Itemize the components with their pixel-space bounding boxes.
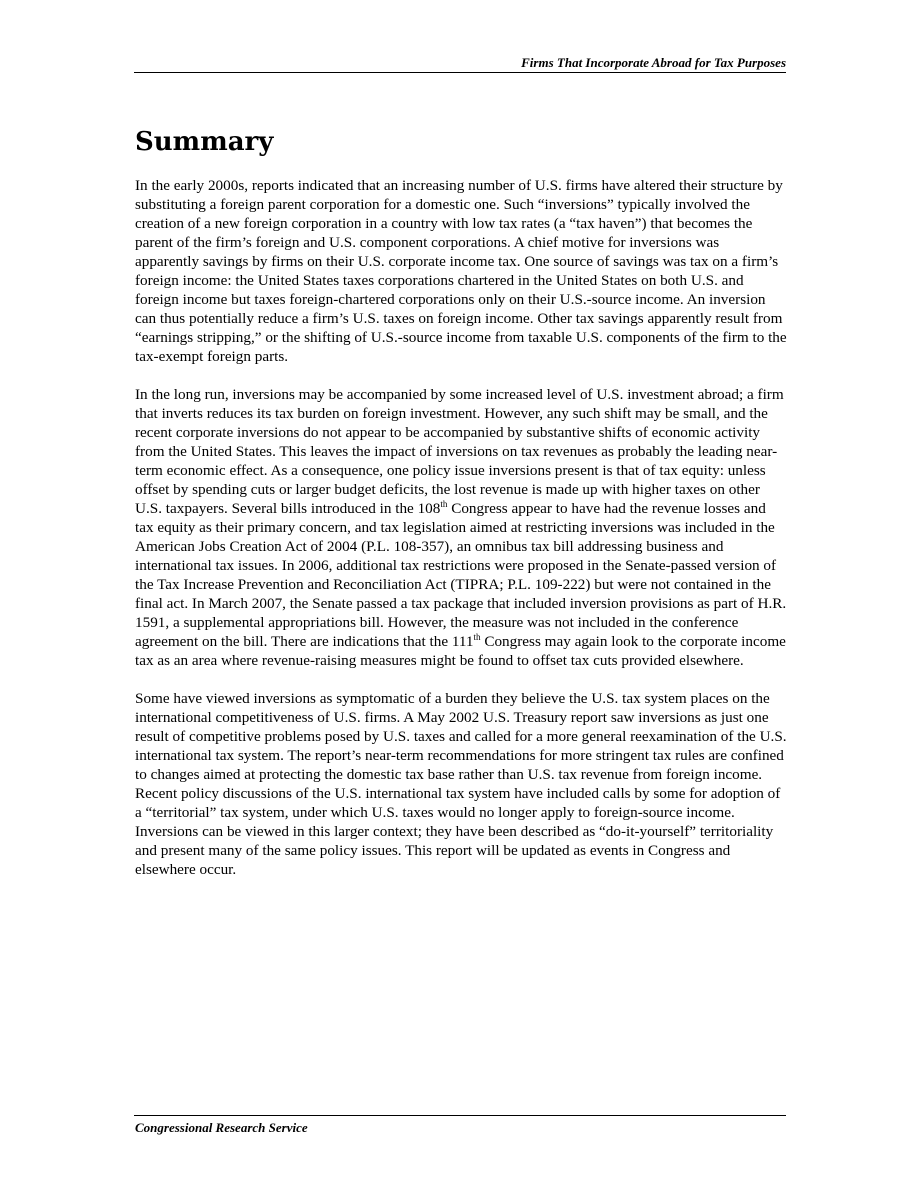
- paragraph-2-text-c: Congress may again look to the corporate income tax as an area where revenue-raising measures might be found to offset tax cuts provided elsewhere.: [135, 633, 786, 669]
- footer-divider: [134, 1115, 786, 1116]
- ordinal-superscript: th: [440, 499, 448, 509]
- header-divider: [134, 72, 786, 73]
- running-footer: Congressional Research Service: [135, 1120, 308, 1135]
- ordinal-superscript: th: [473, 632, 481, 642]
- summary-body: [135, 176, 787, 898]
- paragraph-2: [135, 385, 787, 670]
- paragraph-3: Some have viewed inversions as symptomatic of a burden they believe the U.S. tax system places on the international competitiveness of U.S. firms. A May 2002 U.S. Treasury report saw inversions as just one result of competitive problems posed by U.S. taxes and called for a more general reexamination of the U.S. international tax system. The report’s near-term recommendations for more stringent tax rules are confined to changes aimed at protecting the domestic tax base rather than U.S. tax revenue from foreign income. Recent policy discussions of the U.S. international tax system have included calls by some for adoption of a “territorial” tax system, under which U.S. taxes would no longer apply to foreign-source income. Inversions can be viewed in this larger context; they have been described as “do-it-yourself” territoriality and present many of the same policy issues. This report will be updated as events in Congress and elsewhere occur.: [135, 690, 787, 878]
- section-title: Summary: [135, 127, 274, 157]
- paragraph-2-text-a: In the long run, inversions may be accompanied by some increased level of U.S. investment abroad; a firm that inverts reduces its tax burden on foreign investment. However, any such shift may be small, and the recent corporate inversions do not appear to be accompanied by substantive shifts of economic activity from the United States. This leaves the impact of inversions on tax revenues as probably the leading near-term economic effect. As a consequence, one policy issue inversions present is that of tax equity: unless offset by spending cuts or larger budget deficits, the lost revenue is made up with higher taxes on other U.S. taxpayers. Several bills introduced in the 108: [135, 386, 784, 517]
- paragraph-1: In the early 2000s, reports indicated that an increasing number of U.S. firms have altered their structure by substituting a foreign parent corporation for a domestic one. Such “inversions” typically involved the creation of a new foreign corporation in a country with low tax rates (a “tax haven”) that becomes the parent of the firm’s foreign and U.S. component corporations. A chief motive for inversions was apparently savings by firms on their U.S. corporate income tax. One source of savings was tax on a firm’s foreign income: the United States taxes corporations chartered in the United States on both U.S. and foreign income but taxes foreign-chartered corporations only on their U.S.-source income. An inversion can thus potentially reduce a firm’s U.S. taxes on foreign income. Other tax savings apparently result from “earnings stripping,” or the shifting of U.S.-source income from taxable U.S. components of the firm to the tax-exempt foreign parts.: [135, 177, 787, 365]
- running-header: Firms That Incorporate Abroad for Tax Purposes: [521, 55, 786, 70]
- paragraph-2-text-b: Congress appear to have had the revenue losses and tax equity as their primary concern, and tax legislation aimed at restricting inversions was included in the American Jobs Creation Act of 2004 (P.L. 108-357), an omnibus tax bill addressing business and international tax issues. In 2006, additional tax restrictions were proposed in the Senate-passed version of the Tax Increase Prevention and Reconciliation Act (TIPRA; P.L. 109-222) but were not contained in the final act. In March 2007, the Senate passed a tax package that included inversion provisions as part of H.R. 1591, a supplemental appropriations bill. However, the measure was not included in the conference agreement on the bill. There are indications that the 111: [135, 500, 787, 650]
